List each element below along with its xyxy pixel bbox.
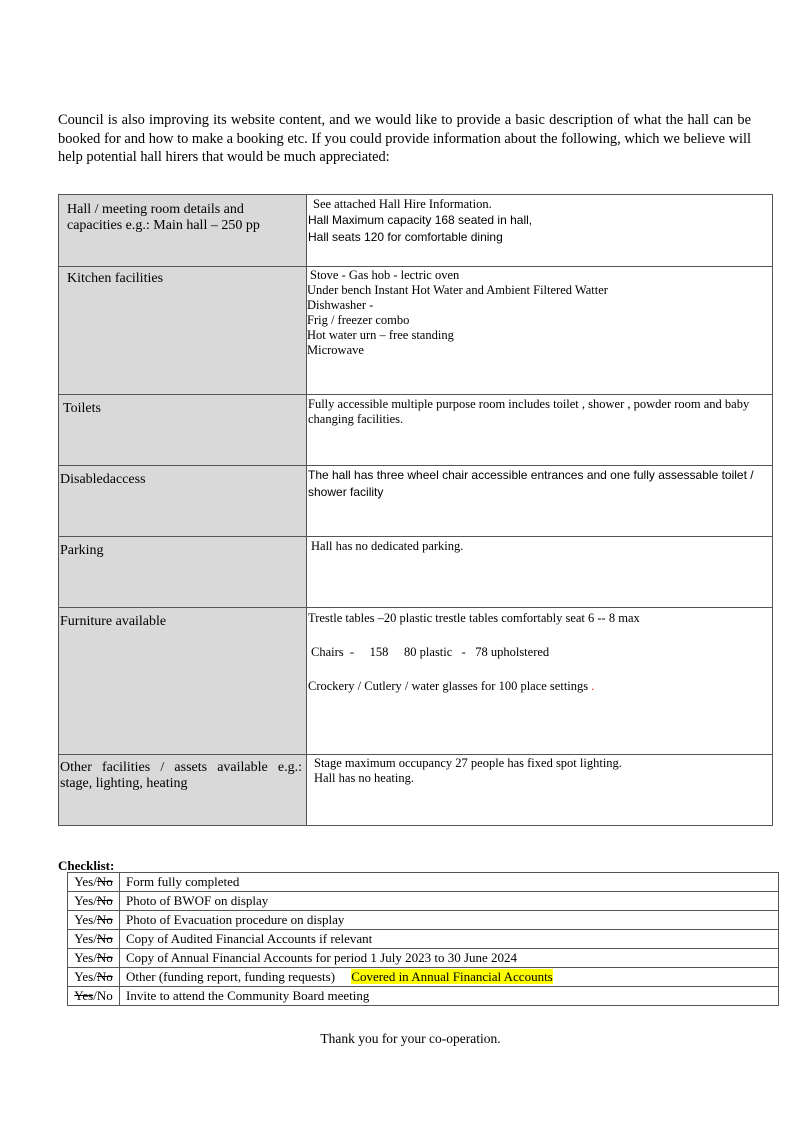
checklist-no: No — [96, 931, 113, 946]
checklist-item-note: Covered in Annual Financial Accounts — [351, 969, 553, 984]
toilets-text: Fully accessible multiple purpose room includes toilet , shower , powder room and baby changing facilities. — [308, 397, 750, 426]
checklist-separator: / — [93, 950, 97, 965]
hall-info-table — [58, 194, 773, 826]
checklist-yes: Yes — [74, 969, 94, 984]
row-label-hall — [59, 195, 307, 267]
checklist-separator: / — [93, 969, 97, 984]
checklist-row — [68, 968, 779, 987]
checklist-separator: / — [93, 912, 97, 927]
row-label-other — [59, 755, 307, 826]
furniture-line-3: Crockery / Cutlery / water glasses for 100 place settings — [308, 679, 592, 693]
other-line-1: Stage maximum occupancy 27 people has fixed spot lighting. — [314, 756, 622, 770]
table-row — [59, 195, 773, 267]
kitchen-line-3: Dishwasher - — [307, 298, 374, 312]
checklist-no: No — [96, 912, 113, 927]
checklist-yes-no — [68, 987, 120, 1006]
row-value-parking — [307, 537, 773, 608]
checklist-item — [120, 911, 779, 930]
checklist-row — [68, 911, 779, 930]
checklist-item — [120, 873, 779, 892]
checklist-yes: Yes — [74, 931, 94, 946]
checklist-item — [120, 987, 779, 1006]
checklist-yes: Yes — [74, 893, 94, 908]
parking-label: Parking — [60, 543, 104, 558]
checklist-no: No — [96, 988, 113, 1003]
row-label-furniture — [59, 608, 307, 755]
hall-line-3: Hall seats 120 for comfortable dining — [308, 230, 503, 244]
toilets-label: Toilets — [63, 401, 101, 416]
checklist-item-text: Copy of Audited Financial Accounts if relevant — [126, 931, 373, 946]
table-row — [59, 608, 773, 755]
checklist-row — [68, 949, 779, 968]
checklist-row — [68, 892, 779, 911]
checklist-separator: / — [93, 893, 97, 908]
checklist-no: No — [96, 893, 113, 908]
kitchen-line-1: Stove - Gas hob - lectric oven — [310, 268, 460, 282]
checklist-item-text: Other (funding report, funding requests) — [126, 969, 336, 984]
disabled-text: The hall has three wheel chair accessible entrances and one fully assessable toilet / shower facility — [308, 468, 754, 499]
checklist-separator: / — [93, 874, 97, 889]
kitchen-line-4: Frig / freezer combo — [307, 313, 410, 327]
table-row — [59, 267, 773, 395]
row-label-toilets — [59, 395, 307, 466]
checklist-no: No — [96, 950, 113, 965]
checklist-row — [68, 987, 779, 1006]
other-line-2: Hall has no heating. — [314, 771, 414, 785]
parking-text: Hall has no dedicated parking. — [311, 539, 464, 553]
checklist-item-text: Photo of Evacuation procedure on display — [126, 912, 345, 927]
checklist-yes: Yes — [74, 950, 94, 965]
checklist-yes-no — [68, 930, 120, 949]
hall-line-1: See attached Hall Hire Information. — [313, 197, 492, 211]
kitchen-line-5: Hot water urn – free standing — [307, 328, 454, 342]
table-row — [59, 537, 773, 608]
furniture-line-1: Trestle tables –20 plastic trestle tables comfortably seat 6 -- 8 max — [308, 611, 640, 625]
checklist-yes-no — [68, 949, 120, 968]
checklist-yes: Yes — [74, 912, 94, 927]
intro-paragraph: Council is also improving its website content, and we would like to provide a basic description of what the hall can be booked for and how to make a booking etc. If you could provide information about the following, which we believe will help potential hall hirers that would be much appreciated: — [58, 112, 751, 166]
checklist-item — [120, 949, 779, 968]
checklist-yes: Yes — [74, 988, 94, 1003]
hall-line-2: Hall Maximum capacity 168 seated in hall, — [308, 213, 533, 227]
checklist-item-text: Copy of Annual Financial Accounts for period 1 July 2023 to 30 June 2024 — [126, 950, 518, 965]
table-row — [59, 466, 773, 537]
furniture-line-3-dot: . — [591, 679, 595, 693]
kitchen-label: Kitchen facilities — [67, 271, 164, 286]
table-row — [59, 755, 773, 826]
kitchen-line-2: Under bench Instant Hot Water and Ambient Filtered Watter — [307, 283, 608, 297]
checklist-yes-no — [68, 968, 120, 987]
checklist-yes-no — [68, 911, 120, 930]
row-value-other — [307, 755, 773, 826]
row-value-furniture — [307, 608, 773, 755]
thanks-note: Thank you for your co-operation. — [320, 1031, 501, 1046]
checklist-table — [67, 872, 779, 1006]
furniture-line-2: Chairs - 158 80 plastic - 78 upholstered — [311, 645, 550, 659]
row-value-disabled — [307, 466, 773, 537]
checklist-item — [120, 968, 779, 987]
checklist-yes: Yes — [74, 874, 94, 889]
row-value-hall — [307, 195, 773, 267]
kitchen-line-6: Microwave — [307, 343, 364, 357]
hall-label: Hall / meeting room details and capacities e.g.: Main hall – 250 pp — [67, 202, 260, 233]
table-row — [59, 395, 773, 466]
row-label-disabled — [59, 466, 307, 537]
disabled-label: Disabledaccess — [60, 472, 146, 487]
checklist-item-text: Invite to attend the Community Board meeting — [126, 988, 370, 1003]
checklist-item-text: Form fully completed — [126, 874, 240, 889]
checklist-row — [68, 873, 779, 892]
row-label-parking — [59, 537, 307, 608]
row-label-kitchen — [59, 267, 307, 395]
checklist-no: No — [96, 969, 113, 984]
checklist-separator: / — [93, 988, 97, 1003]
checklist-item — [120, 892, 779, 911]
other-label: Other facilities / assets available e.g.: stage, lighting, heating — [60, 760, 302, 791]
furniture-line-3-wrap — [307, 660, 772, 694]
checklist-yes-no — [68, 892, 120, 911]
checklist-item — [120, 930, 779, 949]
checklist-yes-no — [68, 873, 120, 892]
row-value-kitchen — [307, 267, 773, 395]
checklist-item-text: Photo of BWOF on display — [126, 893, 269, 908]
checklist-separator: / — [93, 931, 97, 946]
checklist-body — [68, 873, 779, 1006]
checklist-row — [68, 930, 779, 949]
checklist-title: Checklist: — [58, 858, 115, 873]
checklist-no: No — [96, 874, 113, 889]
furniture-label: Furniture available — [60, 614, 167, 629]
row-value-toilets — [307, 395, 773, 466]
